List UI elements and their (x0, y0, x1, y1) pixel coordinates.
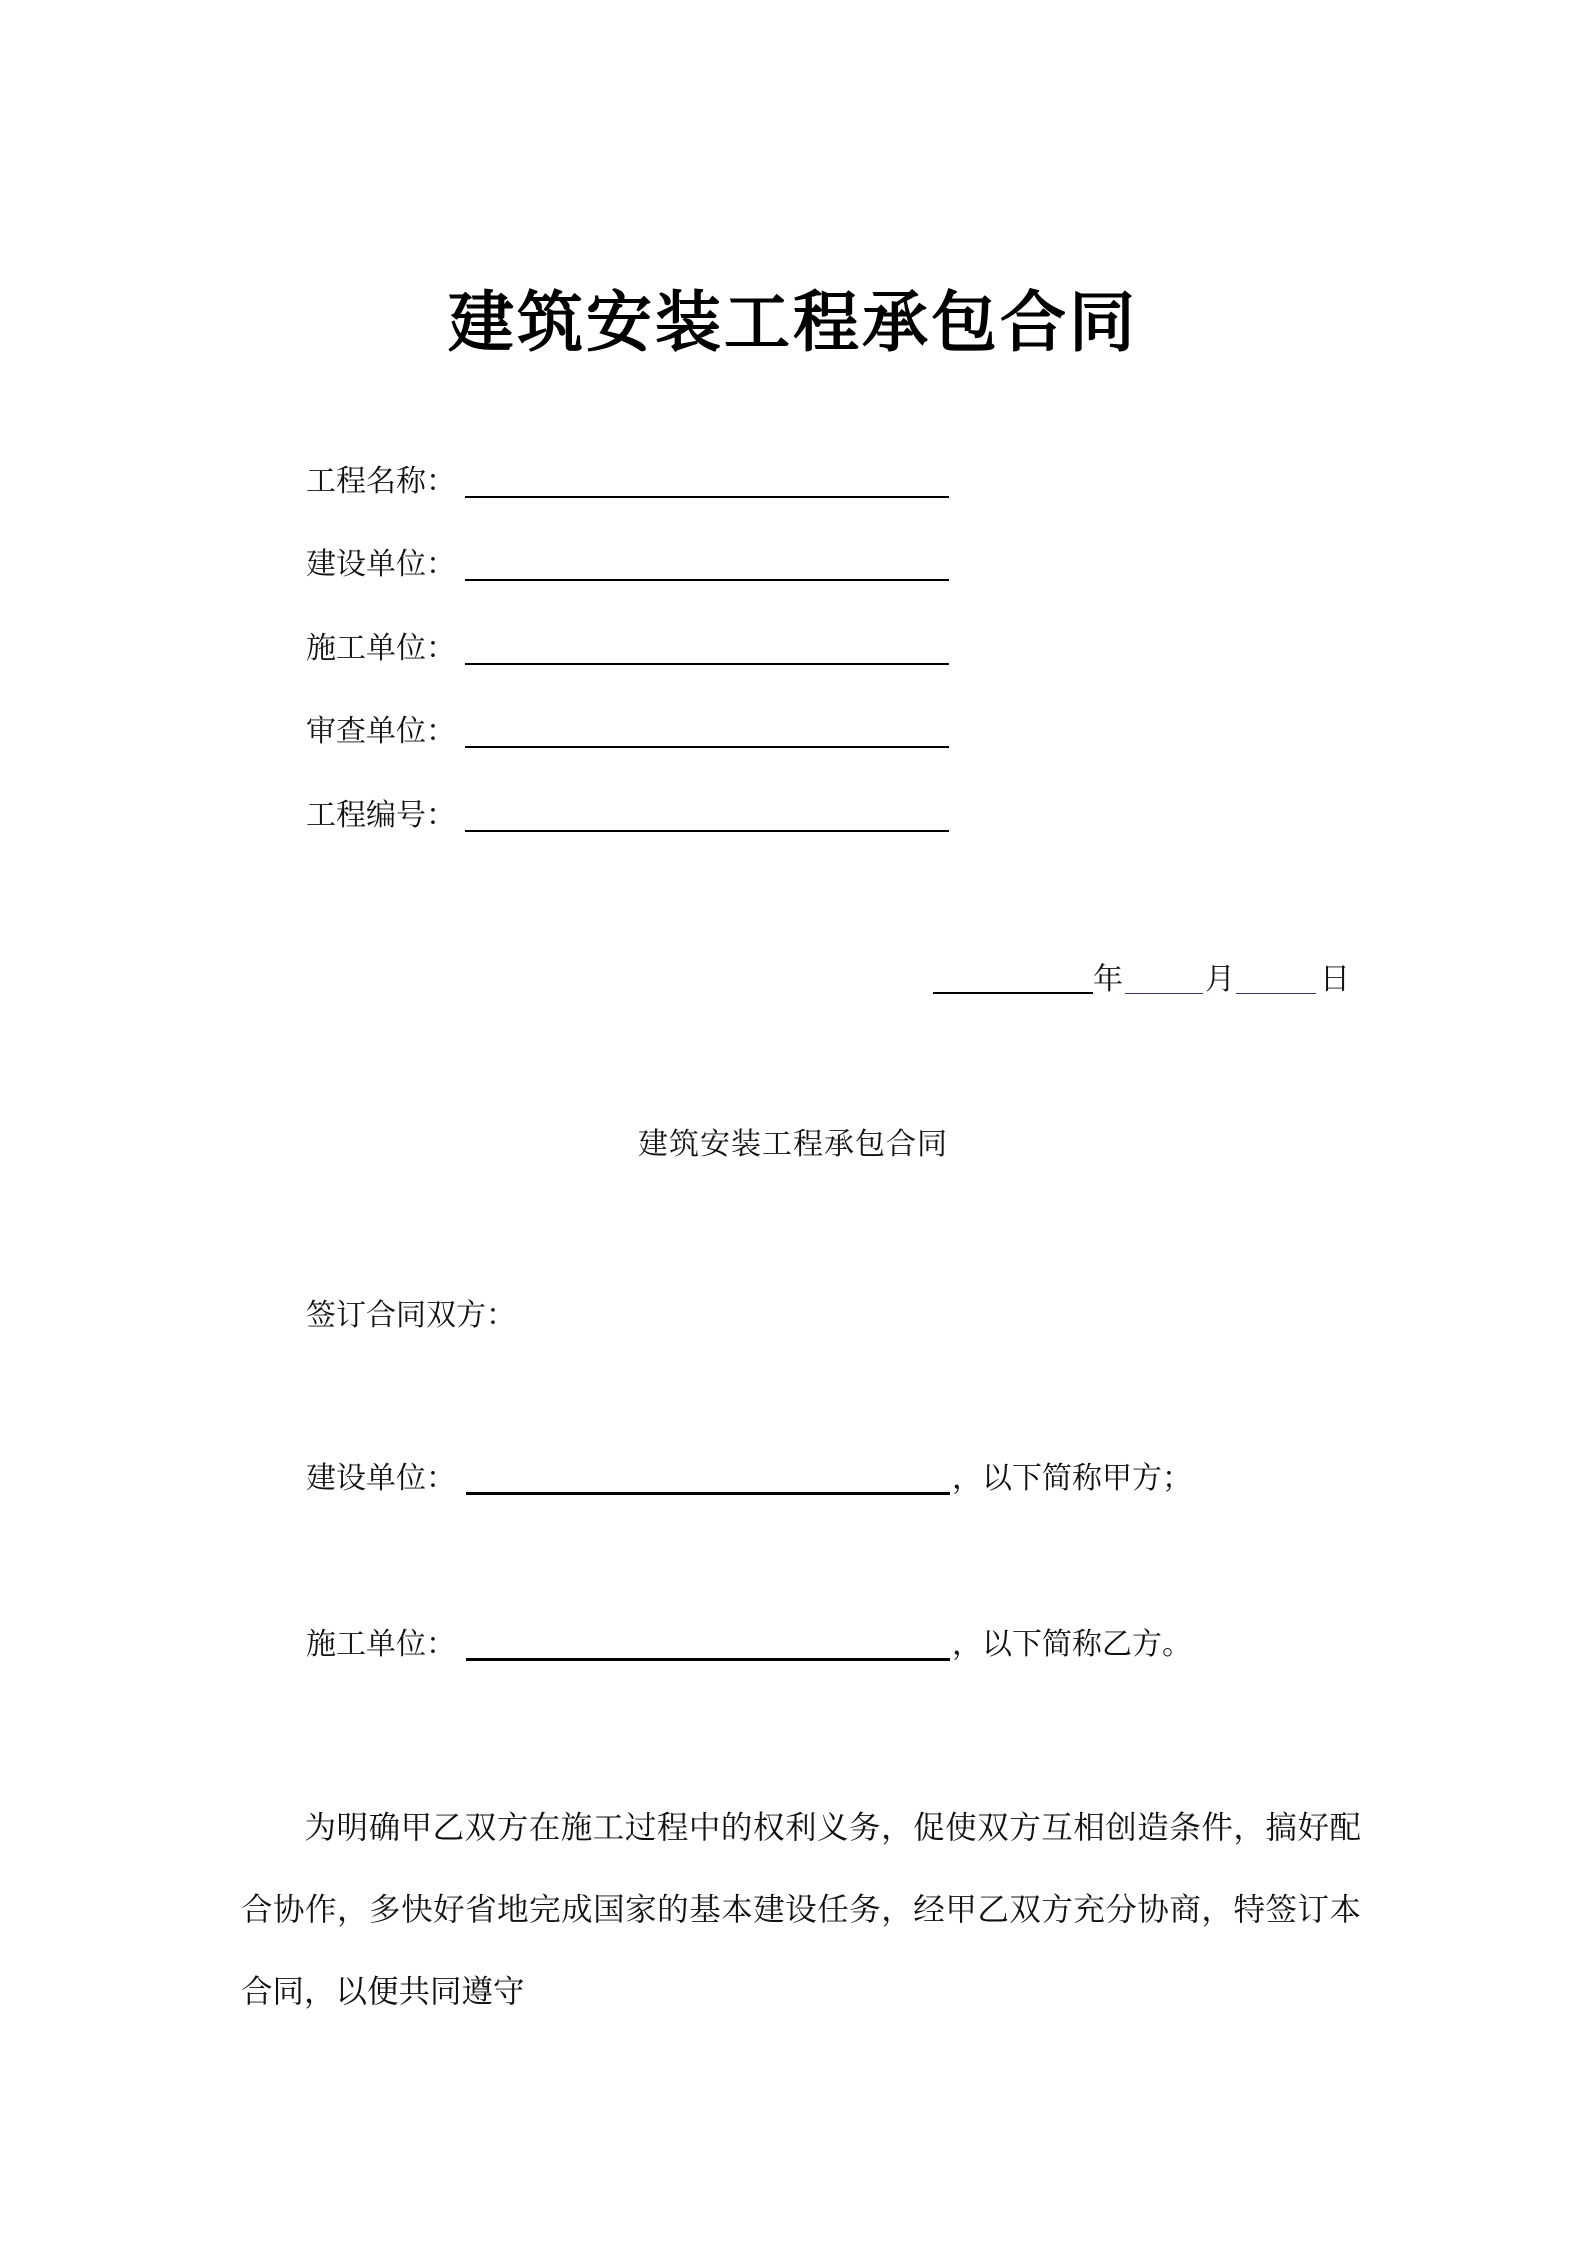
field-label: 工程名称： (306, 464, 456, 499)
party-b-row (306, 1625, 1306, 1665)
document-title: 建筑安装工程承包合同 (448, 283, 1138, 361)
preamble-text: 为明确甲乙双方在施工过程中的权利义务，促使双方互相创造条件，搞好配合协作，多快好省地完成国家的基本建设任务，经甲乙双方充分协商，特签订本合同，以便共同遵守 (241, 1810, 1361, 2010)
day-blank[interactable] (1236, 993, 1316, 994)
party-a-row (306, 1459, 1306, 1499)
parties-heading: 签订合同双方： (306, 1298, 516, 1333)
party-label: 建设单位： (306, 1461, 456, 1496)
blank-line[interactable] (465, 663, 949, 665)
blank-line[interactable] (466, 1658, 950, 1661)
blank-line[interactable] (465, 746, 949, 748)
field-label: 施工单位： (306, 631, 456, 666)
blank-line[interactable] (466, 1492, 950, 1495)
month-blank[interactable] (1125, 993, 1203, 994)
blank-line[interactable] (465, 830, 949, 832)
year-label: 年 (1093, 962, 1123, 997)
contract-subtitle: 建筑安装工程承包合同 (638, 1127, 948, 1162)
blank-line[interactable] (465, 579, 949, 581)
field-label: 建设单位： (306, 547, 456, 582)
preamble-paragraph (241, 1787, 1361, 2033)
year-blank[interactable] (933, 992, 1093, 994)
party-suffix: ，以下简称乙方。 (952, 1627, 1192, 1662)
date-line (933, 960, 1353, 1000)
field-label: 工程编号： (306, 798, 456, 833)
party-label: 施工单位： (306, 1627, 456, 1662)
party-suffix: ，以下简称甲方； (952, 1461, 1192, 1496)
day-label: 日 (1320, 962, 1350, 997)
blank-line[interactable] (465, 496, 949, 498)
field-label: 审查单位： (306, 714, 456, 749)
month-label: 月 (1205, 962, 1235, 997)
